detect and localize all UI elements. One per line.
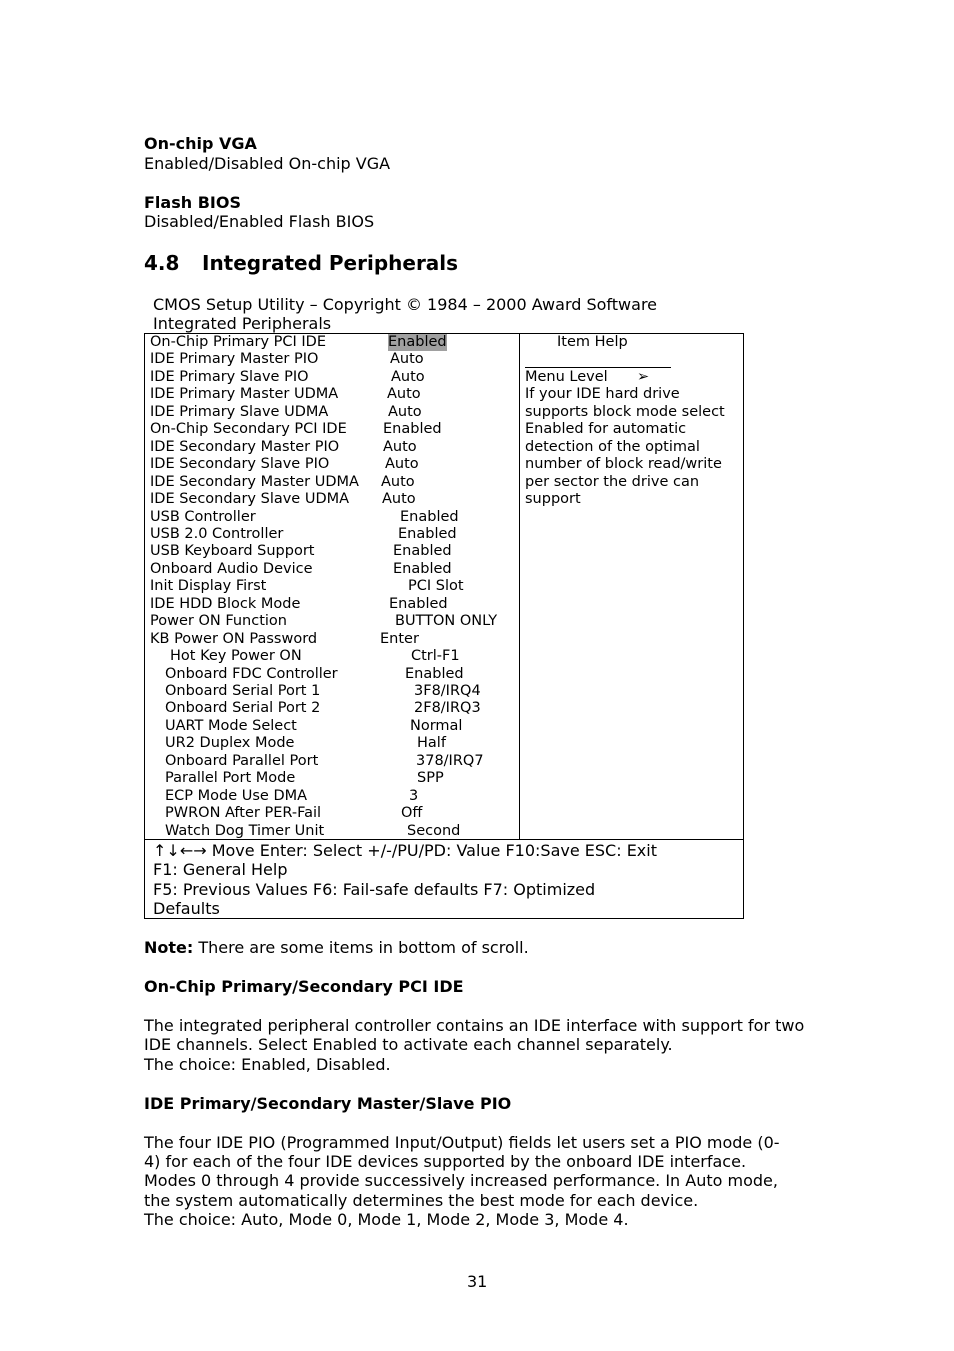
bios-item-label[interactable]: IDE Secondary Slave UDMA [150, 491, 350, 507]
bios-item-label[interactable]: Onboard Parallel Port [165, 753, 319, 769]
bios-key-legend-help: F1: General Help [153, 860, 288, 879]
bios-item-label[interactable]: Onboard Serial Port 2 [165, 700, 321, 716]
item-help-title: Item Help [557, 334, 628, 350]
note [144, 938, 529, 958]
onchip-vga-title: On-chip VGA [144, 134, 257, 153]
bios-item-value[interactable]: Enabled [383, 421, 442, 437]
bios-item-label[interactable]: IDE Secondary Master UDMA [150, 474, 359, 490]
menu-level-label: Menu Level [525, 369, 608, 385]
bios-item-value[interactable]: Enabled [400, 509, 459, 525]
bios-caption-copyright: CMOS Setup Utility – Copyright © 1984 – 2000 Award Software [153, 295, 658, 314]
bios-item-label[interactable]: Hot Key Power ON [170, 648, 302, 664]
help-line: detection of the optimal [525, 439, 700, 455]
onchip-ide-line: IDE channels. Select Enabled to activate each channel separately. [144, 1035, 673, 1054]
section-number: 4.8 [144, 251, 180, 275]
help-line: supports block mode select [525, 404, 725, 420]
bios-item-value[interactable]: Enabled [393, 543, 452, 559]
bios-item-value[interactable]: Auto [390, 351, 424, 367]
bios-item-label[interactable]: PWRON After PER-Fail [165, 805, 322, 821]
bios-item-label[interactable]: IDE Primary Slave PIO [150, 369, 309, 385]
bios-item-label[interactable]: On-Chip Primary PCI IDE [150, 334, 326, 350]
bios-item-label[interactable]: USB Keyboard Support [150, 543, 315, 559]
ide-pio-line: 4) for each of the four IDE devices supported by the onboard IDE interface. [144, 1152, 747, 1171]
help-line: number of block read/write [525, 456, 722, 472]
note-text: There are some items in bottom of scroll. [193, 938, 529, 957]
bios-item-label[interactable]: Onboard Serial Port 1 [165, 683, 321, 699]
bios-item-value[interactable]: Enter [380, 631, 419, 647]
bios-item-label[interactable]: ECP Mode Use DMA [165, 788, 308, 804]
bios-item-value[interactable]: Auto [388, 404, 422, 420]
help-line: Enabled for automatic [525, 421, 687, 437]
bios-item-value[interactable]: Enabled [405, 666, 464, 682]
flash-bios-title: Flash BIOS [144, 193, 241, 212]
ide-pio-line: the system automatically determines the best mode for each device. [144, 1191, 699, 1210]
bios-item-label[interactable]: Init Display First [150, 578, 267, 594]
section-title: Integrated Peripherals [202, 251, 459, 275]
bios-item-label[interactable]: Power ON Function [150, 613, 287, 629]
bios-item-label[interactable]: Onboard FDC Controller [165, 666, 338, 682]
bios-item-value[interactable]: Auto [385, 456, 419, 472]
bios-item-label[interactable]: USB 2.0 Controller [150, 526, 284, 542]
bios-item-label[interactable]: IDE Primary Master UDMA [150, 386, 339, 402]
flash-bios-desc: Disabled/Enabled Flash BIOS [144, 212, 375, 231]
bios-item-value[interactable]: 378/IRQ7 [416, 753, 484, 769]
bios-item-value[interactable]: Auto [381, 474, 415, 490]
bios-key-legend-defaults-cont: Defaults [153, 899, 220, 918]
bios-item-value[interactable]: SPP [417, 770, 444, 786]
bios-item-value[interactable]: Auto [387, 386, 421, 402]
bios-item-value[interactable]: 2F8/IRQ3 [414, 700, 481, 716]
bios-item-value[interactable]: Second [407, 823, 461, 839]
bios-item-value-selected[interactable]: Enabled [388, 334, 447, 350]
bios-item-value[interactable]: Enabled [398, 526, 457, 542]
ide-pio-line: The four IDE PIO (Programmed Input/Output) fields let users set a PIO mode (0- [144, 1133, 780, 1152]
onchip-vga-desc: Enabled/Disabled On-chip VGA [144, 154, 391, 173]
ide-pio-line: Modes 0 through 4 provide successively increased performance. In Auto mode, [144, 1171, 778, 1190]
item-help-rule [525, 367, 671, 368]
bios-item-label[interactable]: UART Mode Select [165, 718, 297, 734]
bios-item-value[interactable]: Half [417, 735, 446, 751]
bios-item-value[interactable]: Normal [410, 718, 463, 734]
bios-item-value[interactable]: Enabled [393, 561, 452, 577]
bios-item-value[interactable]: Off [401, 805, 423, 821]
bios-item-value[interactable]: Auto [383, 439, 417, 455]
bios-item-label[interactable]: IDE Primary Slave UDMA [150, 404, 329, 420]
note-label: Note: [144, 938, 194, 957]
bios-item-label[interactable]: KB Power ON Password [150, 631, 318, 647]
onchip-ide-line: The integrated peripheral controller contains an IDE interface with support for two [144, 1016, 805, 1035]
bios-key-legend-nav: ↑↓←→ Move Enter: Select +/-/PU/PD: Value F10:Save ESC: Exit [153, 841, 657, 860]
bios-item-value[interactable]: Enabled [389, 596, 448, 612]
bios-item-label[interactable]: Watch Dog Timer Unit [165, 823, 325, 839]
help-line: support [525, 491, 581, 507]
help-line: If your IDE hard drive [525, 386, 680, 402]
bios-item-value[interactable]: Auto [391, 369, 425, 385]
bios-item-value[interactable]: 3 [409, 788, 419, 804]
page-number: 31 [467, 1272, 488, 1291]
bios-item-label[interactable]: IDE Secondary Master PIO [150, 439, 340, 455]
menu-level-arrow-icon: ➢ [637, 369, 650, 385]
bios-item-value[interactable]: 3F8/IRQ4 [414, 683, 481, 699]
bios-key-legend-defaults: F5: Previous Values F6: Fail-safe defaults F7: Optimized [153, 880, 596, 899]
bios-item-label[interactable]: IDE Secondary Slave PIO [150, 456, 330, 472]
onchip-ide-title: On-Chip Primary/Secondary PCI IDE [144, 977, 464, 996]
ide-pio-line: The choice: Auto, Mode 0, Mode 1, Mode 2, Mode 3, Mode 4. [144, 1210, 629, 1229]
bios-item-value[interactable]: Ctrl-F1 [411, 648, 460, 664]
bios-item-label[interactable]: IDE HDD Block Mode [150, 596, 301, 612]
bios-item-value[interactable]: BUTTON ONLY [395, 613, 498, 629]
onchip-ide-line: The choice: Enabled, Disabled. [144, 1055, 391, 1074]
bios-caption-title: Integrated Peripherals [153, 314, 332, 333]
help-line: per sector the drive can [525, 474, 700, 490]
ide-pio-title: IDE Primary/Secondary Master/Slave PIO [144, 1094, 512, 1113]
bios-item-label[interactable]: Parallel Port Mode [165, 770, 296, 786]
bios-column-divider [519, 333, 520, 840]
bios-item-label[interactable]: UR2 Duplex Mode [165, 735, 295, 751]
bios-item-label[interactable]: On-Chip Secondary PCI IDE [150, 421, 347, 437]
bios-item-label[interactable]: USB Controller [150, 509, 256, 525]
bios-item-value[interactable]: Auto [382, 491, 416, 507]
bios-item-value[interactable]: PCI Slot [408, 578, 464, 594]
bios-item-label[interactable]: Onboard Audio Device [150, 561, 313, 577]
bios-item-label[interactable]: IDE Primary Master PIO [150, 351, 319, 367]
